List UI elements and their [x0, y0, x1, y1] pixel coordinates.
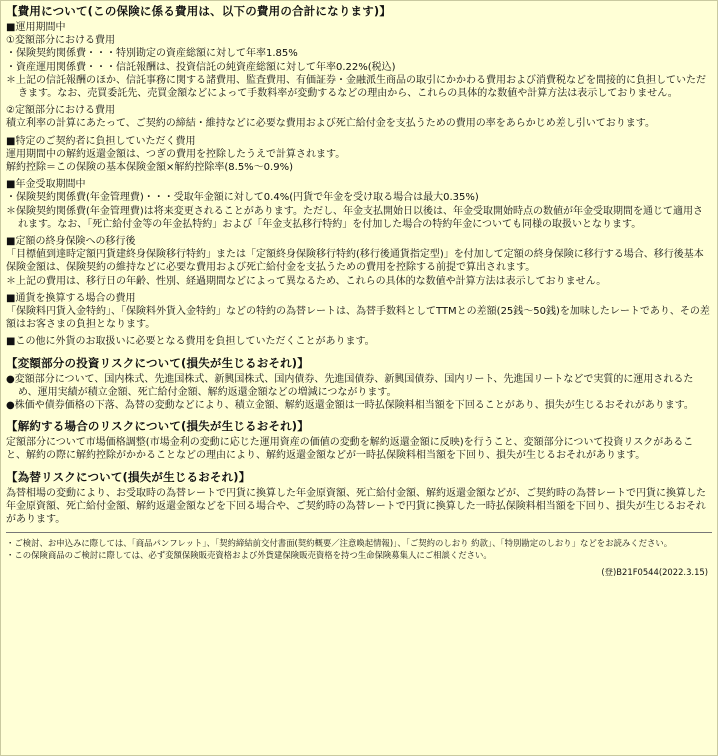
investment-risk-title: 【変額部分の投資リスクについて(損失が生じるおそれ)】 [6, 355, 309, 370]
spacer [6, 463, 712, 470]
surrender-risk-title: 【解約する場合のリスクについて(損失が生じるおそれ)】 [6, 419, 309, 434]
footer-note-1: ・ご検討、お申込みに際しては、「商品パンフレット」、「契約締結前交付書面(契約概要／注意喚起情報)」、「ご契約のしおり 約款」、「特別勘定のしおり」などをお読みください。 [6, 538, 673, 549]
fixed-fees-text: 積立利率の計算にあたって、ご契約の締結・維持などに必要な費用および死亡給付金を支払うための費用の率をあらかじめ差し引いております。 [6, 118, 655, 130]
surrender-risk-text: 定額部分について市場価格調整(市場金利の変動に応じた運用資産の価値の変動を解約返還金額に反映)を行うこと、変額部分について投資リスクがあること、解約の際に解約控除がかかることなどの理由により、解約返還金額などが一時払保険料相当額を下回り、損失が生じるおそれがあります。 [6, 437, 694, 462]
migration-heading: ■定額の終身保険への移行後 [6, 236, 136, 248]
registration-code: (登)B21F0544(2022.3.15) [601, 567, 708, 578]
surrender-fees-heading: ■特定のご契約者に負担していただく費用 [6, 135, 196, 147]
footer-divider [6, 532, 712, 533]
foreign-currency-note: ■この他に外貨のお取扱いに必要となる費用を負担していただくことがあります。 [6, 336, 375, 348]
migration-text: 「目標値到達時定額円貨建終身保険移行特約」または「定額終身保険移行特約(移行後通貨指定型)」を付加して定額の終身保険に移行する場合、移行後基本保険金額は、保険契約の維持などに必要な費用および死亡給付金を支払うための費用を控除する前提で算出されます。 [6, 249, 704, 274]
variable-fee-line-1: ・保険契約関係費・・・特別勘定の資産総額に対して年率1.85% [6, 48, 298, 60]
exchange-heading: ■通貨を換算する場合の費用 [6, 292, 136, 304]
operation-heading: ■運用期間中 [6, 22, 66, 33]
fx-risk-title: 【為替リスクについて(損失が生じるおそれ)】 [6, 469, 251, 484]
migration-note: ＊上記の費用は、移行日の年齢、性別、経過期間などによって異なるため、これらの具体的な数値や計算方法は表示しておりません。 [6, 275, 607, 287]
surrender-fees-text-1: 運用期間中の解約返還金額は、つぎの費用を控除したうえで計算されます。 [6, 148, 346, 160]
footer-note-2: ・この保険商品のご検討に際しては、必ず変額保険販売資格および外貨建保険販売資格を持つ生命保険募集人にご相談ください。 [6, 550, 492, 561]
annuity-fee-note: ＊保険契約関係費(年金管理費)は将来変更されることがあります。ただし、年金支払開始日以後は、年金受取開始時点の数値が年金受取期間を通じて適用されます。なお、「死亡給付金等の年金払特約」および「年金支払移行特約」を付加した場合の特約年金についても同様の取扱いとなります。 [6, 205, 704, 230]
annuity-fee-line-1: ・保険契約関係費(年金管理費)・・・受取年金額に対して0.4%(円貨で年金を受け取る場合は最大0.35%) [6, 192, 479, 204]
variable-fee-line-2: ・資産運用関係費・・・信託報酬は、投資信託の純資産総額に対して年率0.22%(税込) [6, 61, 396, 73]
investment-risk-bullet-2: ●株価や債券価格の下落、為替の変動などにより、積立金額、解約返還金額は一時払保険料相当額を下回ることがあり、損失が生じるおそれがあります。 [6, 400, 694, 412]
spacer [6, 349, 712, 356]
fx-risk-text: 為替相場の変動により、お受取時の為替レートで円貨に換算した年金原資額、死亡給付金額、解約返還金額などが、ご契約時の為替レートで円貨に換算した年金原資額、死亡給付金額、解約返還金額などを下回る場合や、ご契約時の為替レートで円貨に換算した一時払保険料相当額を下回り、損失が生じるおそれがあります。 [6, 487, 706, 526]
exchange-text: 「保険料円貨入金特約」、「保険料外貨入金特約」などの特約の為替レートは、為替手数料としてTTMとの差額(25銭〜50銭)を加味したレートであり、その差額はお客さまの負担となります。 [6, 306, 710, 331]
surrender-fees-text-2: 解約控除＝この保険の基本保険金額×解約控除率(8.5%〜0.9%) [6, 162, 293, 174]
annuity-heading: ■年金受取期間中 [6, 179, 86, 191]
variable-fees-heading: ①変額部分における費用 [6, 35, 115, 47]
investment-risk-bullet-1: ●変額部分について、国内株式、先進国株式、新興国株式、国内債券、先進国債券、新興国債券、国内リート、先進国リートなどで実質的に運用されるため、運用実績が積立金額、死亡給付金額、解約返還金額などの増減につながります。 [6, 373, 694, 398]
variable-fee-note: ＊上記の信託報酬のほか、信託事務に関する諸費用、監査費用、有価証券・金融派生商品の取引にかかわる費用および消費税などを間接的に負担していただきます。なお、売買委託先、売買金額などによって手数料率が変動するなどの理由から、これらの具体的な数値や計算方法は表示しておりません。 [6, 74, 706, 100]
fixed-fees-heading: ②定額部分における費用 [6, 105, 115, 117]
spacer [6, 412, 712, 419]
fees-title: 【費用について(この保険に係る費用は、以下の費用の合計になります)】 [6, 4, 392, 18]
